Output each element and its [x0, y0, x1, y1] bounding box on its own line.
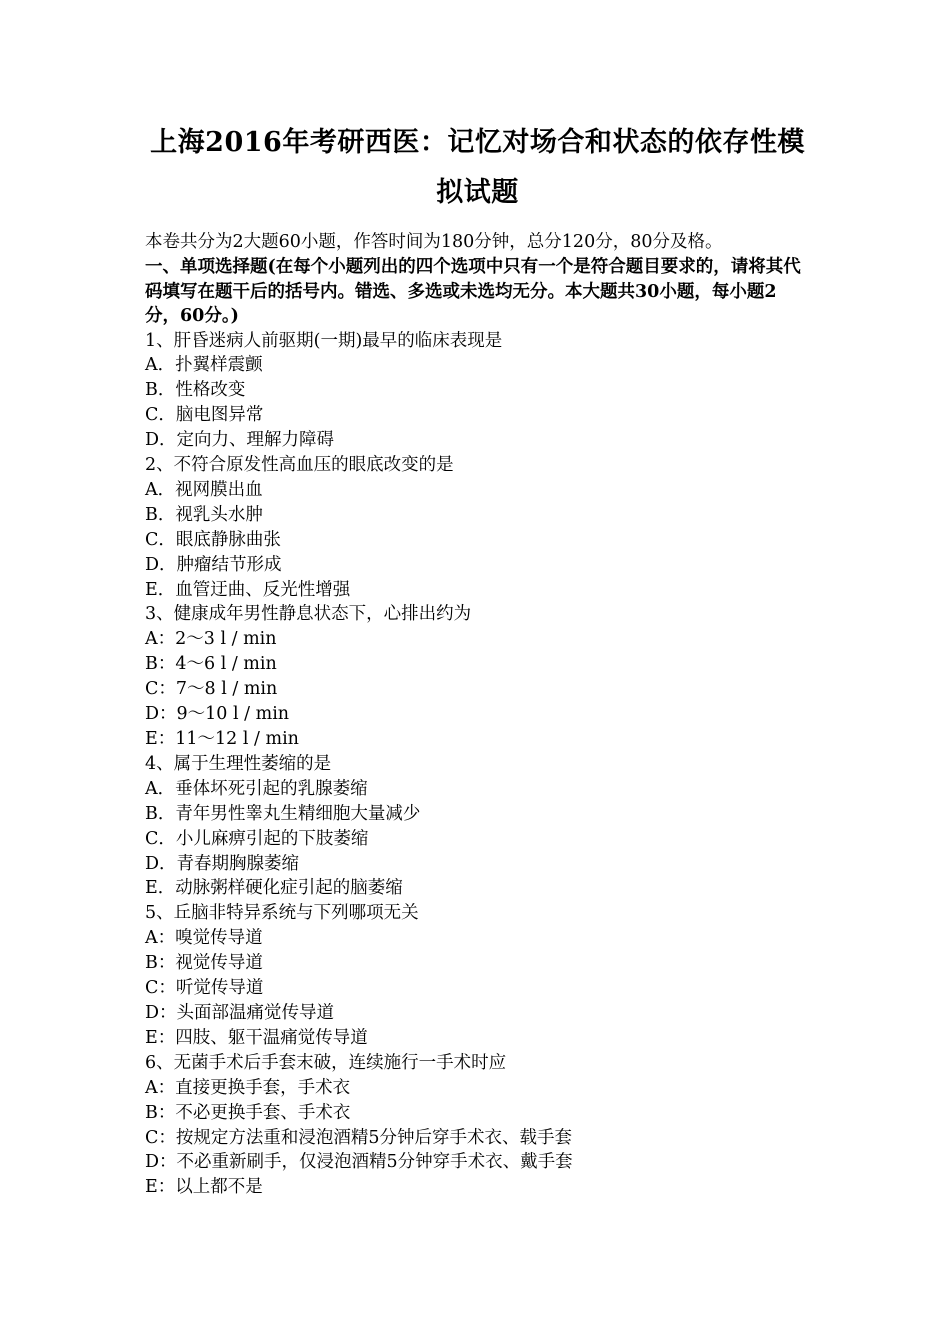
- question-stem: 2、不符合原发性高血压的眼底改变的是: [145, 455, 454, 476]
- answer-option: A：直接更换手套，手术衣: [145, 1077, 351, 1098]
- answer-option: B：视觉传导道: [145, 953, 263, 974]
- answer-option: D．定向力、理解力障碍: [145, 430, 335, 451]
- question-stem: 1、肝昏迷病人前驱期(一期)最早的临床表现是: [145, 330, 503, 351]
- question-stem: 6、无菌手术后手套末破，连续施行一手术时应: [145, 1052, 507, 1073]
- answer-option: C：听觉传导道: [145, 978, 264, 999]
- answer-option: E：四肢、躯干温痛觉传导道: [145, 1027, 368, 1048]
- answer-option: B：不必更换手套、手术衣: [145, 1102, 351, 1123]
- answer-option: D：头面部温痛觉传导道: [145, 1002, 335, 1023]
- answer-option: D：9～10 l / min: [145, 704, 290, 725]
- answer-option: B：4～6 l / min: [145, 654, 277, 675]
- answer-option: C．小儿麻痹引起的下肢萎缩: [145, 828, 369, 849]
- answer-option: E：以上都不是: [145, 1177, 263, 1198]
- answer-option: C：按规定方法重和浸泡酒精5分钟后穿手术衣、载手套: [145, 1127, 573, 1148]
- answer-option: B．青年男性睾丸生精细胞大量减少: [145, 803, 421, 824]
- exam-intro: 本卷共分为2大题60小题，作答时间为180分钟，总分120分，80分及格。: [145, 232, 723, 252]
- document-title: 上海2016年考研西医：记忆对场合和状态的依存性模拟试题: [150, 127, 805, 208]
- answer-option: A：2～3 l / min: [145, 629, 277, 650]
- question-stem: 5、丘脑非特异系统与下列哪项无关: [145, 903, 419, 924]
- answer-option: C：7～8 l / min: [145, 679, 278, 700]
- answer-option: A．垂体坏死引起的乳腺萎缩: [145, 778, 368, 799]
- answer-option: D．肿瘤结节形成: [145, 554, 282, 575]
- answer-option: A．视网膜出血: [145, 479, 263, 500]
- question-stem: 4、属于生理性萎缩的是: [145, 753, 332, 774]
- section-heading: 一、单项选择题(在每个小题列出的四个选项中只有一个是符合题目要求的，请将其代码填写在题干后的括号内。错选、多选或未选均无分。本大题共30小题，每小题2分，60分。): [145, 257, 801, 326]
- answer-option: E．血管迂曲、反光性增强: [145, 579, 351, 600]
- answer-option: B．视乳头水肿: [145, 504, 263, 525]
- answer-option: C．眼底静脉曲张: [145, 529, 281, 550]
- answer-option: B．性格改变: [145, 380, 246, 401]
- answer-option: E．动脉粥样硬化症引起的脑萎缩: [145, 878, 403, 899]
- question-list: [145, 329, 810, 1201]
- answer-option: C．脑电图异常: [145, 405, 264, 426]
- answer-option: D．青春期胸腺萎缩: [145, 853, 300, 874]
- answer-option: A：嗅觉传导道: [145, 928, 263, 949]
- answer-option: A．扑翼样震颤: [145, 355, 263, 376]
- answer-option: D：不必重新刷手，仅浸泡酒精5分钟穿手术衣、戴手套: [145, 1152, 573, 1173]
- answer-option: E：11～12 l / min: [145, 729, 299, 749]
- question-stem: 3、健康成年男性静息状态下，心排出约为: [145, 604, 472, 625]
